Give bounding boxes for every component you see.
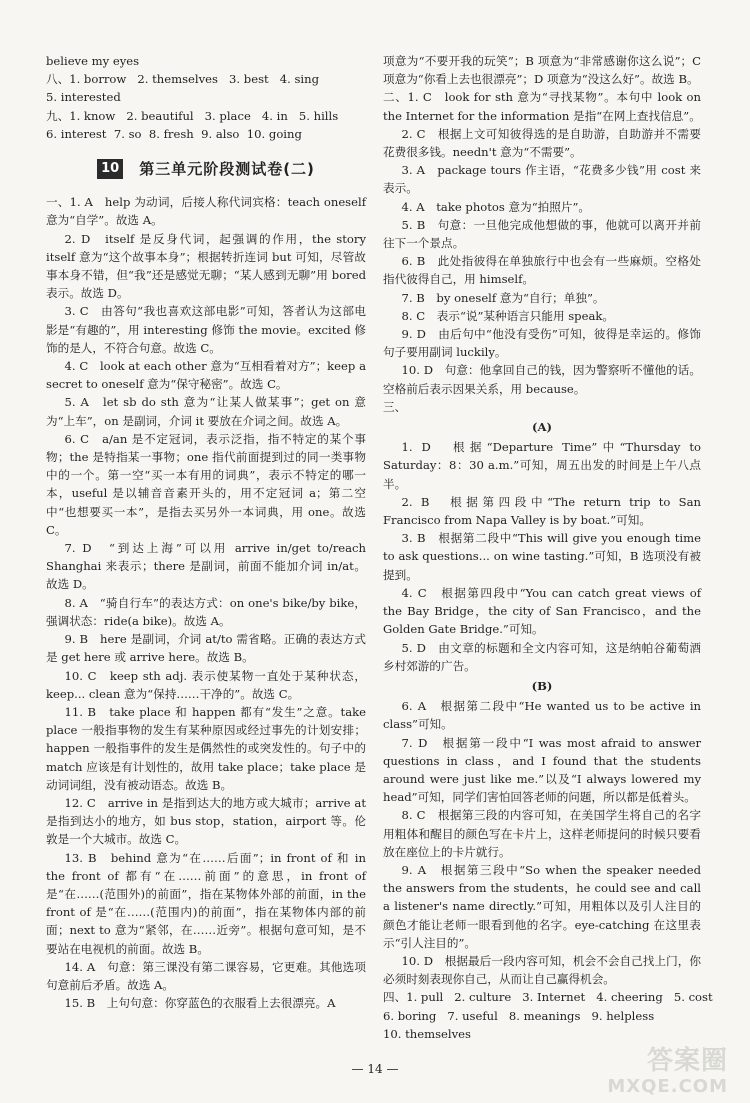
answer-item: 5. B 句意：一旦他完成他想做的事，他就可以离开并前往下一个景点。 bbox=[383, 217, 701, 251]
answer-item: 6. B 此处指彼得在单独旅行中也会有一些麻烦。空格处指代彼得自己，用 himself。 bbox=[383, 254, 701, 287]
answer-line: 6. interest 7. so 8. fresh 9. also 10. going bbox=[46, 126, 302, 141]
answer-item: 8. C 表示“说”某种语言只能用 speak。 bbox=[401, 308, 614, 323]
answer-item: 11. B take place 和 happen 都有“发生”之意。take place 一般指事物的发生有某种原因或经过事先的计划安排；happen 一般指事件的发生是偶然性的或突发性的。句子中的 match 应该是有计划性的，故用 take place；take place 是动词词组，没有被动语态。故选 B。 bbox=[46, 704, 366, 792]
answer-item: 5. A let sb do sth 意为“让某人做某事”；get on 意为“上车”，on 是副词，介词 it 要放在介词之间。故选 A。 bbox=[46, 395, 366, 428]
answer-item: 4. A take photos 意为“拍照片”。 bbox=[401, 199, 590, 214]
answer-line: 八、1. borrow 2. themselves 3. best 4. sing bbox=[46, 72, 320, 87]
subsection-label: (B) bbox=[531, 678, 553, 693]
answer-item: 15. B 上句句意：你穿蓝色的衣服看上去很漂亮。A bbox=[64, 996, 336, 1011]
answer-item: 5. D 由文章的标题和全文内容可知，这是纳帕谷葡萄酒乡村郊游的广告。 bbox=[383, 640, 701, 673]
answer-item: 9. B here 是副词，介词 at/to 需省略。正确的表达方式是 get here 或 arrive here。故选 B。 bbox=[46, 632, 366, 665]
answer-item: 4. C look at each other 意为“互相看着对方”；keep a secret to oneself 意为“保守秘密”。故选 C。 bbox=[46, 359, 366, 392]
answer-line: 10. themselves bbox=[383, 1026, 471, 1041]
answer-item: 项意为“不要开我的玩笑”；B 项意为“非常感谢你这么说”；C 项意为“你看上去也很漂亮”；D 项意为“没这么好”。故选 B。 bbox=[383, 54, 701, 87]
page-number: — 14 — bbox=[351, 1062, 399, 1076]
answer-item: 6. A 根据第二段中“He wanted us to be active in class”可知。 bbox=[383, 699, 701, 732]
answer-item: 14. A 句意：第三课没有第二课容易，它更难。其他选项句意前后矛盾。故选 A。 bbox=[46, 959, 366, 992]
answer-line: 5. interested bbox=[46, 90, 121, 105]
answer-item: 1. D 根据“Departure Time”中“Thursday to Saturday：8：30 a.m.”可知，周五出发的时间是上午八点半。 bbox=[383, 440, 701, 491]
answer-item: 4. C 根据第四段中“You can catch great views of the Bay Bridge，the city of San Francisco，and the Golden Gate Bridge.”可知。 bbox=[383, 585, 701, 637]
answer-item: 二、1. C look for sth 意为“寻找某物”。本句中 look on the Internet for the information 是指“在网上查找信息”。 bbox=[383, 90, 701, 123]
watermark-top: 答案圈 bbox=[646, 1046, 728, 1076]
answer-item: 10. D 句意：他拿回自己的钱，因为警察听不懂他的话。空格前后表示因果关系，用 because。 bbox=[383, 363, 701, 396]
answer-item: 2. B 根据第四段中“The return trip to San Francisco from Napa Valley is by boat.”可知。 bbox=[383, 494, 701, 528]
answer-item: 12. C arrive in 是指到达大的地方或大城市；arrive at 是指到达小的地方，如 bus stop，station，airport 等。伦敦是一个大城市。故选 C。 bbox=[46, 795, 366, 847]
answer-item: 8. C 根据第三段的内容可知，在美国学生将自己的名字用粗体和醒目的颜色写在卡片上，这样老师提问的时候只要看放在座位上的卡片就行。 bbox=[383, 808, 701, 859]
answer-item: 2. C 根据上文可知彼得选的是自助游，自助游并不需要花费很多钱。needn't 意为“不需要”。 bbox=[383, 126, 701, 160]
answer-item: 13. B behind 意为“在……后面”；in front of 和 in the front of 都有“在……前面”的意思，in front of 是“在……(范围外)的前面”，指在某物体外部的前面，in the front of 是“在……(范围内)的前面”，指在某物体内部的前面；next to 意为“紧邻，在……近旁”。根据句意可知，是不要站在电视机的前面。故选 B。 bbox=[46, 850, 366, 956]
answer-item: 8. A “骑自行车”的表达方式：on one's bike/by bike，强调状态：ride(a bike)。故选 A。 bbox=[46, 595, 366, 628]
answer-line: 四、1. pull 2. culture 3. Internet 4. cheering 5. cost bbox=[383, 990, 713, 1005]
answer-item: 3. B 根据第二段中“This will give you enough time to ask questions... on wine tasting.”可知，B 选项没有被提到。 bbox=[383, 531, 701, 582]
answer-item: 3. C 由答句“我也喜欢这部电影”可知，答者认为这部电影是“有趣的”，用 interesting 修饰 the movie。excited 修饰的是人，不符合句意。故选 C。 bbox=[46, 304, 366, 355]
answer-item: 7. D “到达上海”可以用 arrive in/get to/reach Shanghai 来表示；there 是副词，前面不能加介词 in/at。故选 D。 bbox=[46, 541, 366, 592]
text-line: believe my eyes bbox=[46, 54, 140, 68]
answer-item: 9. D 由后句中“他没有受伤”可知，彼得是幸运的。修饰句子要用副词 luckily。 bbox=[383, 327, 701, 360]
answer-item: 一、1. A help 为动词，后接人称代词宾格：teach oneself 意为“自学”。故选 A。 bbox=[46, 195, 366, 228]
answer-item: 10. C keep sth adj. 表示使某物一直处于某种状态，keep... clean 意为“保持……干净的”。故选 C。 bbox=[46, 668, 366, 701]
answer-item: 10. D 根据最后一段内容可知，机会不会自己找上门，你必须时刻表现你自己，从而让自己赢得机会。 bbox=[383, 953, 701, 987]
section-number-badge: 10 bbox=[97, 159, 123, 179]
answer-item: 6. C a/an 是不定冠词，表示泛指，指不特定的某个事物；the 是特指某一事物；one 指代前面提到过的同一类事物中的一个。第一空“买一本有用的词典”，表示不特定的哪一本，useful 是以辅音音素开头的，用不定冠词 a；第二空中“也想要买一本”，是指去买另外一本词典，用 one。故选 C。 bbox=[46, 431, 366, 537]
answer-item: 3. A package tours 作主语，“花费多少钱”用 cost 来表示。 bbox=[383, 163, 701, 196]
answer-item: 7. B by oneself 意为“自行；单独”。 bbox=[401, 290, 605, 305]
answer-item: 7. D 根据第一段中“I was most afraid to answer questions in class，and I found that the students around were just like me.”以及“I always lowered my head”可知，同学们害怕回答老师的问题，所以都是低着头。 bbox=[383, 735, 701, 805]
watermark-logo bbox=[607, 1048, 728, 1100]
section-title bbox=[46, 159, 366, 179]
subsection-label: (A) bbox=[532, 420, 552, 435]
section-label: 三、 bbox=[383, 399, 407, 414]
watermark-bottom: MXQE.COM bbox=[607, 1076, 728, 1097]
left-column bbox=[46, 52, 366, 1012]
right-column bbox=[383, 52, 713, 1043]
answer-line: 九、1. know 2. beautiful 3. place 4. in 5. hills bbox=[46, 108, 339, 123]
answer-item: 9. A 根据第三段中“So when the speaker needed the answers from the students，he could see and call a listener's name directly.”可知，用粗体以及引人注目的颜色才能让老师一眼看到他的名字。eye-catching 在这里表示“引人注目的”。 bbox=[383, 862, 701, 950]
section-title-text: 第三单元阶段测试卷(二) bbox=[139, 160, 315, 179]
answer-item: 2. D itself 是反身代词，起强调的作用，the story itself 意为“这个故事本身”；根据转折连词 but 可知，尽管故事本身不错，但“我”还是感觉无聊；“某人感到无聊”用 bored 表示。故选 D。 bbox=[46, 231, 366, 301]
answer-line: 6. boring 7. useful 8. meanings 9. helpless bbox=[383, 1008, 655, 1023]
